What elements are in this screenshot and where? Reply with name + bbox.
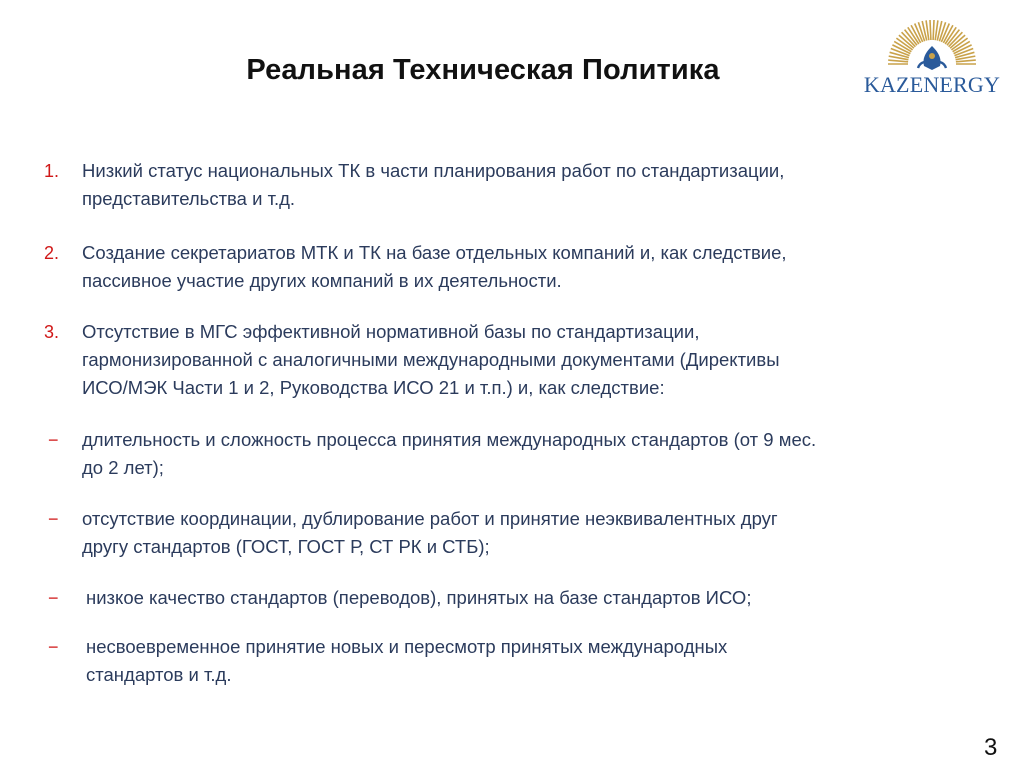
slide-title: Реальная Техническая Политика <box>246 54 720 86</box>
list-item-text-line: другу стандартов (ГОСТ, ГОСТ Р, СТ РК и СТБ); <box>82 536 490 557</box>
list-item-text-line: пассивное участие других компаний в их деятельности. <box>82 270 562 291</box>
list-number: 2. <box>44 243 60 263</box>
list-item-text-line: до 2 лет); <box>82 457 164 478</box>
list-item-text-line: несвоевременное принятие новых и пересмотр принятых международных <box>86 636 728 657</box>
kazenergy-logo <box>862 18 1002 114</box>
kazenergy-sun-logo-icon <box>862 18 1002 114</box>
bullet-dash: − <box>48 430 59 450</box>
list-number: 1. <box>44 161 60 181</box>
bullet-dash: − <box>48 588 59 608</box>
list-item-text-line: низкое качество стандартов (переводов), принятых на базе стандартов ИСО; <box>86 587 752 608</box>
list-item-text-line: Отсутствие в МГС эффективной нормативной базы по стандартизации, <box>82 321 700 342</box>
list-item-text-line: Создание секретариатов МТК и ТК на базе отдельных компаний и, как следствие, <box>82 242 787 263</box>
list-item-text-line: длительность и сложность процесса принятия международных стандартов (от 9 мес. <box>82 429 817 450</box>
list-item-text-line: представительства и т.д. <box>82 188 296 209</box>
list-item-text-line: ИСО/МЭК Части 1 и 2, Руководства ИСО 21 и т.п.) и, как следствие: <box>82 377 665 398</box>
bullet-dash: − <box>48 637 59 657</box>
bullet-dash: − <box>48 509 59 529</box>
list-item-text-line: стандартов и т.д. <box>86 664 232 685</box>
page-number: 3 <box>984 734 998 761</box>
list-number: 3. <box>44 322 60 342</box>
list-item-text-line: отсутствие координации, дублирование работ и принятие неэквивалентных друг <box>82 508 778 529</box>
list-item-text-line: гармонизированной с аналогичными международными документами (Директивы <box>82 349 780 370</box>
list-item-text-line: Низкий статус национальных ТК в части планирования работ по стандартизации, <box>82 160 785 181</box>
logo-text: KAZENERGY <box>863 72 1001 97</box>
